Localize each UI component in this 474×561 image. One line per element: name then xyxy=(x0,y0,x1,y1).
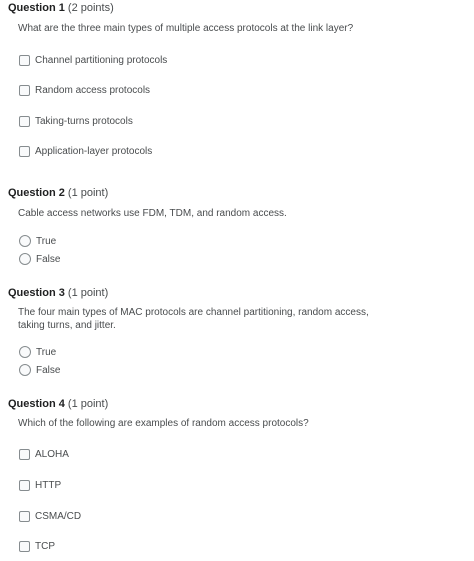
radio-button[interactable] xyxy=(19,253,31,265)
option-label: CSMA/CD xyxy=(35,510,82,522)
radio-button[interactable] xyxy=(19,346,31,358)
checkbox[interactable] xyxy=(19,85,30,96)
question-3-heading xyxy=(8,286,108,300)
question-2-text: Cable access networks use FDM, TDM, and random access. xyxy=(18,208,287,219)
question-2-points: (1 point) xyxy=(67,187,109,199)
option-label: False xyxy=(36,253,61,265)
option-label: Random access protocols xyxy=(35,84,151,96)
question-2-title: Question 2 xyxy=(8,187,65,199)
question-3-text: The four main types of MAC protocols are channel partitioning, random access, taking turns, and jitter. xyxy=(18,307,369,331)
question-2-option-false[interactable] xyxy=(19,251,60,267)
question-2-heading xyxy=(8,186,108,200)
question-1-option-2[interactable] xyxy=(19,82,150,98)
checkbox[interactable] xyxy=(19,480,30,491)
option-label: HTTP xyxy=(35,479,62,491)
option-label: False xyxy=(36,364,61,376)
checkbox[interactable] xyxy=(19,55,30,66)
option-label: Taking-turns protocols xyxy=(35,115,133,127)
question-1-option-3[interactable] xyxy=(19,113,133,129)
option-label: Channel partitioning protocols xyxy=(35,54,168,66)
question-4-option-4[interactable] xyxy=(19,538,55,554)
option-label: Application-layer protocols xyxy=(35,145,153,157)
question-4-option-3[interactable] xyxy=(19,508,81,524)
question-3-title: Question 3 xyxy=(8,287,65,299)
question-4-option-1[interactable] xyxy=(19,446,69,462)
checkbox[interactable] xyxy=(19,541,30,552)
question-4-title: Question 4 xyxy=(8,398,65,410)
question-4-text: Which of the following are examples of random access protocols? xyxy=(18,418,309,429)
question-1-points: (2 points) xyxy=(67,2,114,14)
question-3-points: (1 point) xyxy=(67,287,109,299)
question-1-option-1[interactable] xyxy=(19,52,167,68)
question-1-text: What are the three main types of multiple access protocols at the link layer? xyxy=(18,23,354,34)
question-3-option-true[interactable] xyxy=(19,344,56,360)
question-4-option-2[interactable] xyxy=(19,477,61,493)
radio-button[interactable] xyxy=(19,364,31,376)
checkbox[interactable] xyxy=(19,449,30,460)
checkbox[interactable] xyxy=(19,146,30,157)
option-label: True xyxy=(36,346,57,358)
question-3-option-false[interactable] xyxy=(19,362,60,378)
option-label: ALOHA xyxy=(35,448,69,460)
checkbox[interactable] xyxy=(19,511,30,522)
radio-button[interactable] xyxy=(19,235,31,247)
question-1-option-4[interactable] xyxy=(19,143,152,159)
question-1-heading xyxy=(8,1,114,15)
checkbox[interactable] xyxy=(19,116,30,127)
question-1-title: Question 1 xyxy=(8,2,65,14)
option-label: TCP xyxy=(35,540,55,552)
question-4-heading xyxy=(8,397,108,411)
option-label: True xyxy=(36,235,57,247)
question-2-option-true[interactable] xyxy=(19,233,56,249)
question-4-points: (1 point) xyxy=(67,398,109,410)
